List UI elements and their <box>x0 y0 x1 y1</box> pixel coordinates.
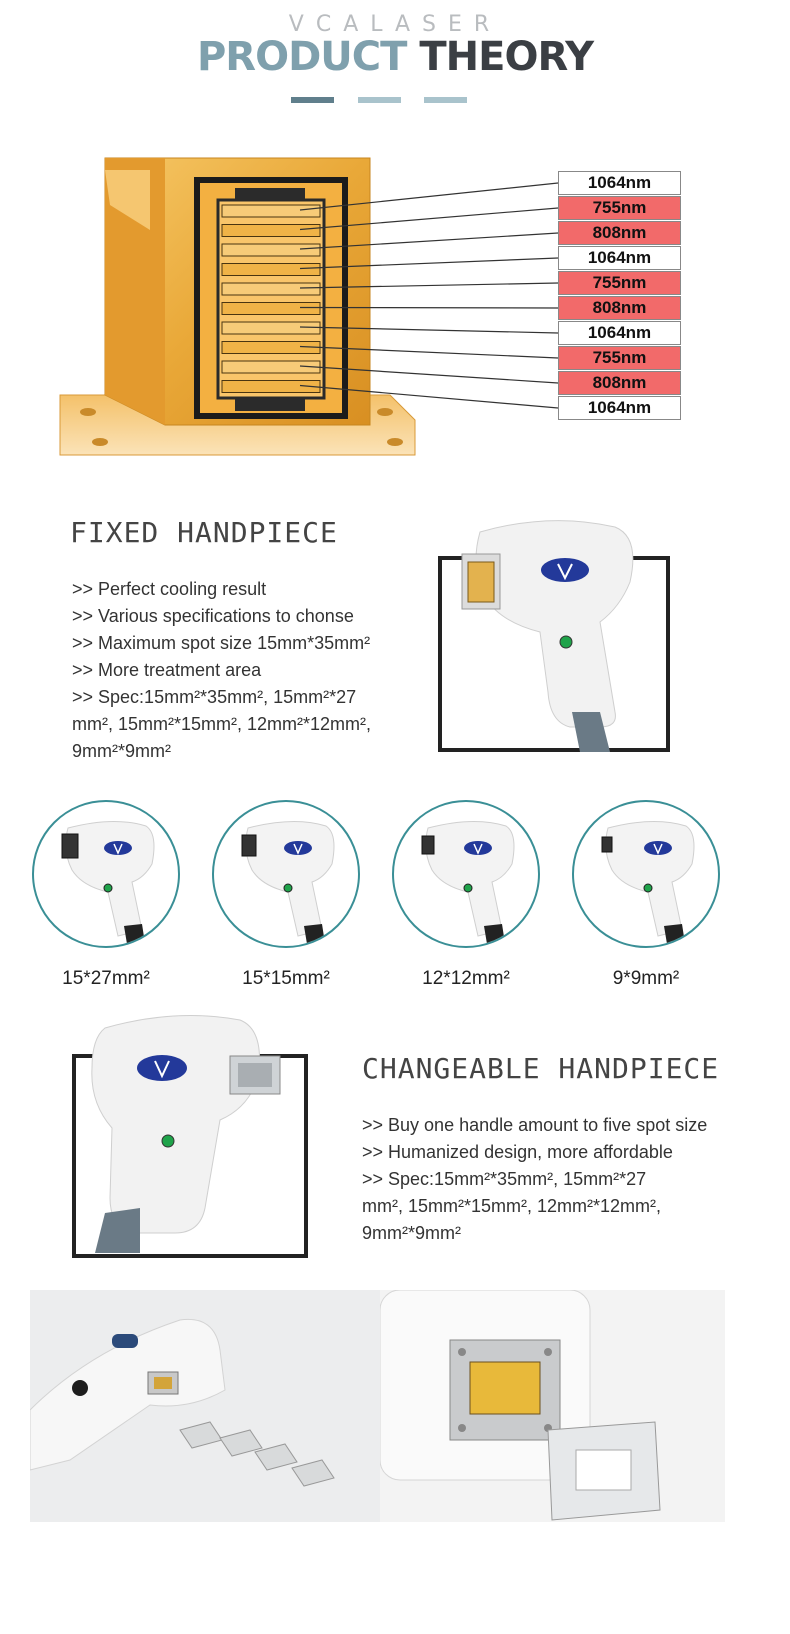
wavelength-label: 755nm <box>558 271 681 295</box>
bullet-line: 9mm²*9mm² <box>72 741 171 761</box>
brand-name: VCALASER <box>288 12 502 37</box>
spot-size-label: 15*15mm² <box>242 968 330 989</box>
connector-line <box>300 283 558 288</box>
title-part-product: PRODUCT <box>196 34 407 80</box>
connector-line <box>300 386 558 409</box>
bullet-line: >> Spec:15mm²*35mm², 15mm²*27 <box>72 687 357 707</box>
handpiece-illustration <box>440 512 690 762</box>
title-part-theory: THEORY <box>419 34 594 80</box>
spot-size-label: 15*27mm² <box>62 968 150 989</box>
fixed-handpiece-image <box>440 512 690 762</box>
title-dash-2 <box>358 97 401 103</box>
changeable-handpiece-title: CHANGEABLE HANDPIECE <box>362 1052 720 1085</box>
connector-line <box>300 347 558 359</box>
bullet-line: >> More treatment area <box>72 660 262 680</box>
connector-line <box>300 366 558 383</box>
spot-handpiece-icon <box>34 802 180 948</box>
wavelength-label: 1064nm <box>558 171 681 195</box>
wavelength-label: 755nm <box>558 196 681 220</box>
spot-size-label: 9*9mm² <box>612 968 680 989</box>
connector-line <box>300 208 558 230</box>
fixed-handpiece-bullets <box>72 576 371 765</box>
wavelength-label: 808nm <box>558 221 681 245</box>
bullet-line: >> Spec:15mm²*35mm², 15mm²*27 <box>362 1169 647 1189</box>
spot-handpiece-icon <box>574 802 720 948</box>
spot-size-label: 12*12mm² <box>422 968 510 989</box>
bullet-line: >> Maximum spot size 15mm*35mm² <box>72 633 371 653</box>
connector-line <box>300 327 558 333</box>
bullet-line: >> Buy one handle amount to five spot size <box>362 1115 708 1135</box>
wavelength-label: 808nm <box>558 371 681 395</box>
handpiece-lens-closeup-photo <box>380 1290 725 1522</box>
spot-size-circle <box>32 800 180 948</box>
spot-size-circle <box>572 800 720 948</box>
wavelength-label: 1064nm <box>558 246 681 270</box>
spot-handpiece-icon <box>214 802 360 948</box>
bullet-line: mm², 15mm²*15mm², 12mm²*12mm², <box>72 714 372 734</box>
bullet-line: mm², 15mm²*15mm², 12mm²*12mm², <box>362 1196 662 1216</box>
connector-line <box>300 308 558 309</box>
title-dash-3 <box>424 97 467 103</box>
spot-handpiece-icon <box>394 802 540 948</box>
bullet-line: >> Humanized design, more affordable <box>362 1142 673 1162</box>
changeable-handpiece-bullets <box>362 1112 707 1247</box>
title-dash-1 <box>291 97 334 103</box>
bullet-line: >> Various specifications to chonse <box>72 606 354 626</box>
bullet-line: 9mm²*9mm² <box>362 1223 461 1243</box>
changeable-handpiece-image <box>80 1008 300 1258</box>
connector-line <box>300 183 558 210</box>
connector-line <box>300 258 558 269</box>
handpiece-with-spot-tips-photo <box>30 1290 380 1522</box>
changeable-handpiece-illustration <box>80 1008 300 1258</box>
connector-line <box>300 233 558 249</box>
wavelength-label: 755nm <box>558 346 681 370</box>
spot-tips-photo-illustration <box>30 1290 380 1522</box>
bullet-line: >> Perfect cooling result <box>72 579 267 599</box>
lens-closeup-illustration <box>380 1290 725 1522</box>
wavelength-label: 1064nm <box>558 321 681 345</box>
page-title <box>0 34 790 80</box>
wavelength-label: 1064nm <box>558 396 681 420</box>
spot-size-circle <box>212 800 360 948</box>
wavelength-label: 808nm <box>558 296 681 320</box>
spot-size-circle <box>392 800 540 948</box>
fixed-handpiece-title: FIXED HANDPIECE <box>70 516 338 549</box>
